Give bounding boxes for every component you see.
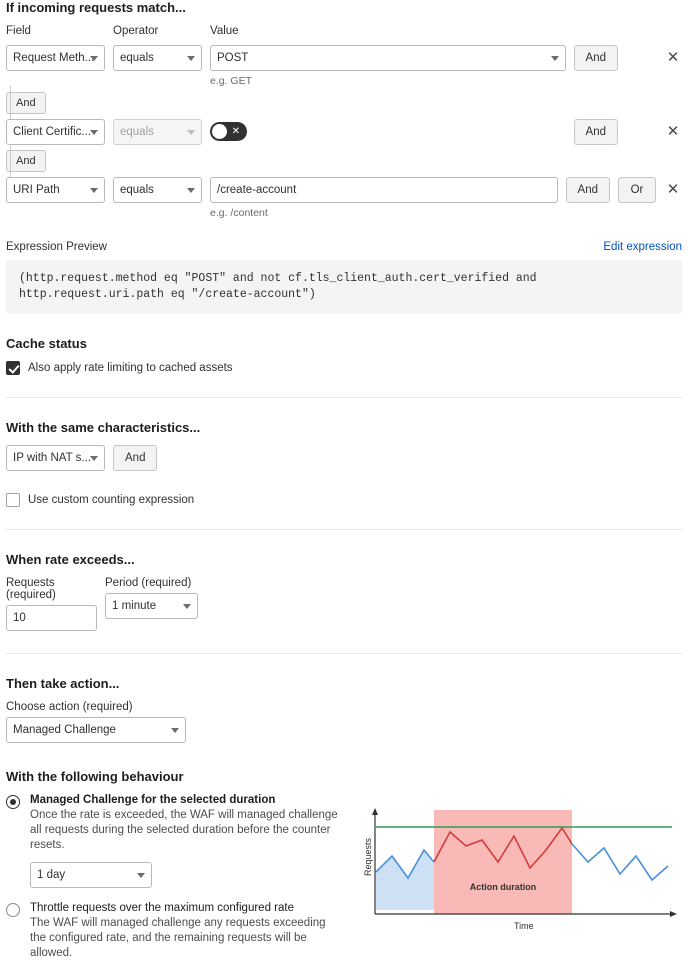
and-connector-button-1[interactable]: And [6,92,46,114]
characteristics-select-wrapper[interactable] [6,445,105,471]
match-section-title: If incoming requests match... [6,0,186,15]
rate-section [6,552,682,631]
field-select-wrapper-3[interactable] [6,177,105,203]
and-button-1[interactable]: And [574,45,618,71]
connector-line-2 [10,144,11,178]
connector-line-1 [10,86,11,120]
rate-limit-chart-svg [362,806,682,936]
field-select-3[interactable]: URI Path [6,177,105,203]
divider-2 [6,529,682,530]
field-select-wrapper-2[interactable] [6,119,105,145]
requests-label: Requests (required) [6,577,56,601]
field-select-1[interactable]: Request Meth... [6,45,105,71]
field-select-wrapper-1[interactable] [6,45,105,71]
operator-select-3[interactable]: equals [113,177,202,203]
period-select[interactable]: 1 minute [105,593,198,619]
characteristics-and-button[interactable]: And [113,445,157,471]
behaviour-chart [362,794,682,939]
behaviour-option-duration[interactable] [6,794,344,888]
rate-title: When rate exceeds... [6,552,135,567]
duration-select[interactable]: 1 day [30,862,152,888]
expression-preview-text: (http.request.method eq "POST" and not cf.tls_client_auth.cert_verified and http.request.uri.path eq "/create-account") [6,260,682,314]
match-section [6,0,682,219]
operator-select-1[interactable]: equals [113,45,202,71]
cache-status-section [6,336,682,375]
custom-counting-row[interactable] [6,493,682,507]
value-input-3[interactable] [210,177,558,203]
period-label: Period (required) [105,577,192,589]
value-select-1[interactable]: POST [210,45,566,71]
expression-preview-title: Expression Preview [6,241,107,253]
duration-select-wrapper[interactable] [30,862,152,888]
or-button-3[interactable]: Or [618,177,656,203]
behaviour-duration-title: Managed Challenge for the selected duration [30,794,276,806]
action-select[interactable]: Managed Challenge [6,717,186,743]
behaviour-duration-desc: Once the rate is exceeded, the WAF will managed challenge all requests during the selected duration before the counter resets. [30,809,338,851]
behaviour-section [6,769,682,969]
toggle-off-icon: ✕ [231,126,240,137]
period-select-wrapper[interactable] [105,593,198,619]
field-column-label: Field [6,25,31,37]
cache-checkbox-row[interactable] [6,361,682,375]
and-connector-2 [6,150,682,172]
action-section [6,676,682,743]
behaviour-throttle-title: Throttle requests over the maximum configured rate [30,902,294,914]
custom-counting-checkbox[interactable] [6,493,20,507]
match-column-headers [6,25,682,41]
chart-x-label: Time [514,921,534,931]
divider-1 [6,397,682,398]
characteristics-section [6,420,682,507]
cache-assets-label: Also apply rate limiting to cached assets [28,362,233,374]
characteristics-title: With the same characteristics... [6,420,201,435]
behaviour-options [6,794,344,969]
and-button-2[interactable]: And [574,119,618,145]
operator-select-wrapper-1[interactable] [113,45,202,71]
field-select-2[interactable]: Client Certific... [6,119,105,145]
operator-select-wrapper-3[interactable] [113,177,202,203]
match-row [6,45,682,87]
behaviour-content [6,794,682,969]
action-title: Then take action... [6,676,120,691]
period-field [105,577,198,619]
operator-column-label: Operator [113,25,159,37]
expression-preview-header [6,241,682,253]
toggle-knob [212,124,227,139]
value-hint-3: e.g. /content [210,207,268,219]
action-select-wrapper[interactable] [6,717,186,743]
choose-action-label: Choose action (required) [6,701,133,713]
behaviour-radio-duration[interactable] [6,795,20,809]
edit-expression-link[interactable]: Edit expression [603,241,682,253]
value-input-cell-3 [210,177,558,219]
requests-input[interactable] [6,605,97,631]
divider-3 [6,653,682,654]
and-connector-button-2[interactable]: And [6,150,46,172]
remove-row-button-3[interactable]: ✕ [664,177,682,203]
custom-counting-label: Use custom counting expression [28,494,195,506]
cert-verified-toggle[interactable] [210,122,247,141]
match-row [6,177,682,219]
and-button-3[interactable]: And [566,177,610,203]
cache-assets-checkbox[interactable] [6,361,20,375]
behaviour-title: With the following behaviour [6,769,184,784]
behaviour-radio-throttle[interactable] [6,903,20,917]
behaviour-throttle-desc: The WAF will managed challenge any requests exceeding the configured rate, and the remaining requests will be allowed. [30,917,326,959]
value-column-label: Value [210,25,239,37]
remove-row-button-2[interactable]: ✕ [664,119,682,145]
value-toggle-cell-2 [210,119,566,144]
remove-row-button-1[interactable]: ✕ [664,45,682,71]
and-connector-1 [6,92,682,114]
behaviour-option-throttle[interactable] [6,902,344,961]
cache-status-title: Cache status [6,336,87,351]
characteristics-select[interactable]: IP with NAT s... [6,445,105,471]
chart-y-label: Requests [363,837,373,876]
rate-controls [6,577,682,631]
match-row [6,119,682,145]
value-hint-1: e.g. GET [210,75,253,87]
operator-select-wrapper-2 [113,119,202,145]
characteristics-row [6,445,682,471]
requests-field [6,577,97,631]
operator-select-2: equals [113,119,202,145]
chart-annotation: Action duration [469,882,537,892]
value-select-wrapper-1[interactable] [210,45,566,87]
